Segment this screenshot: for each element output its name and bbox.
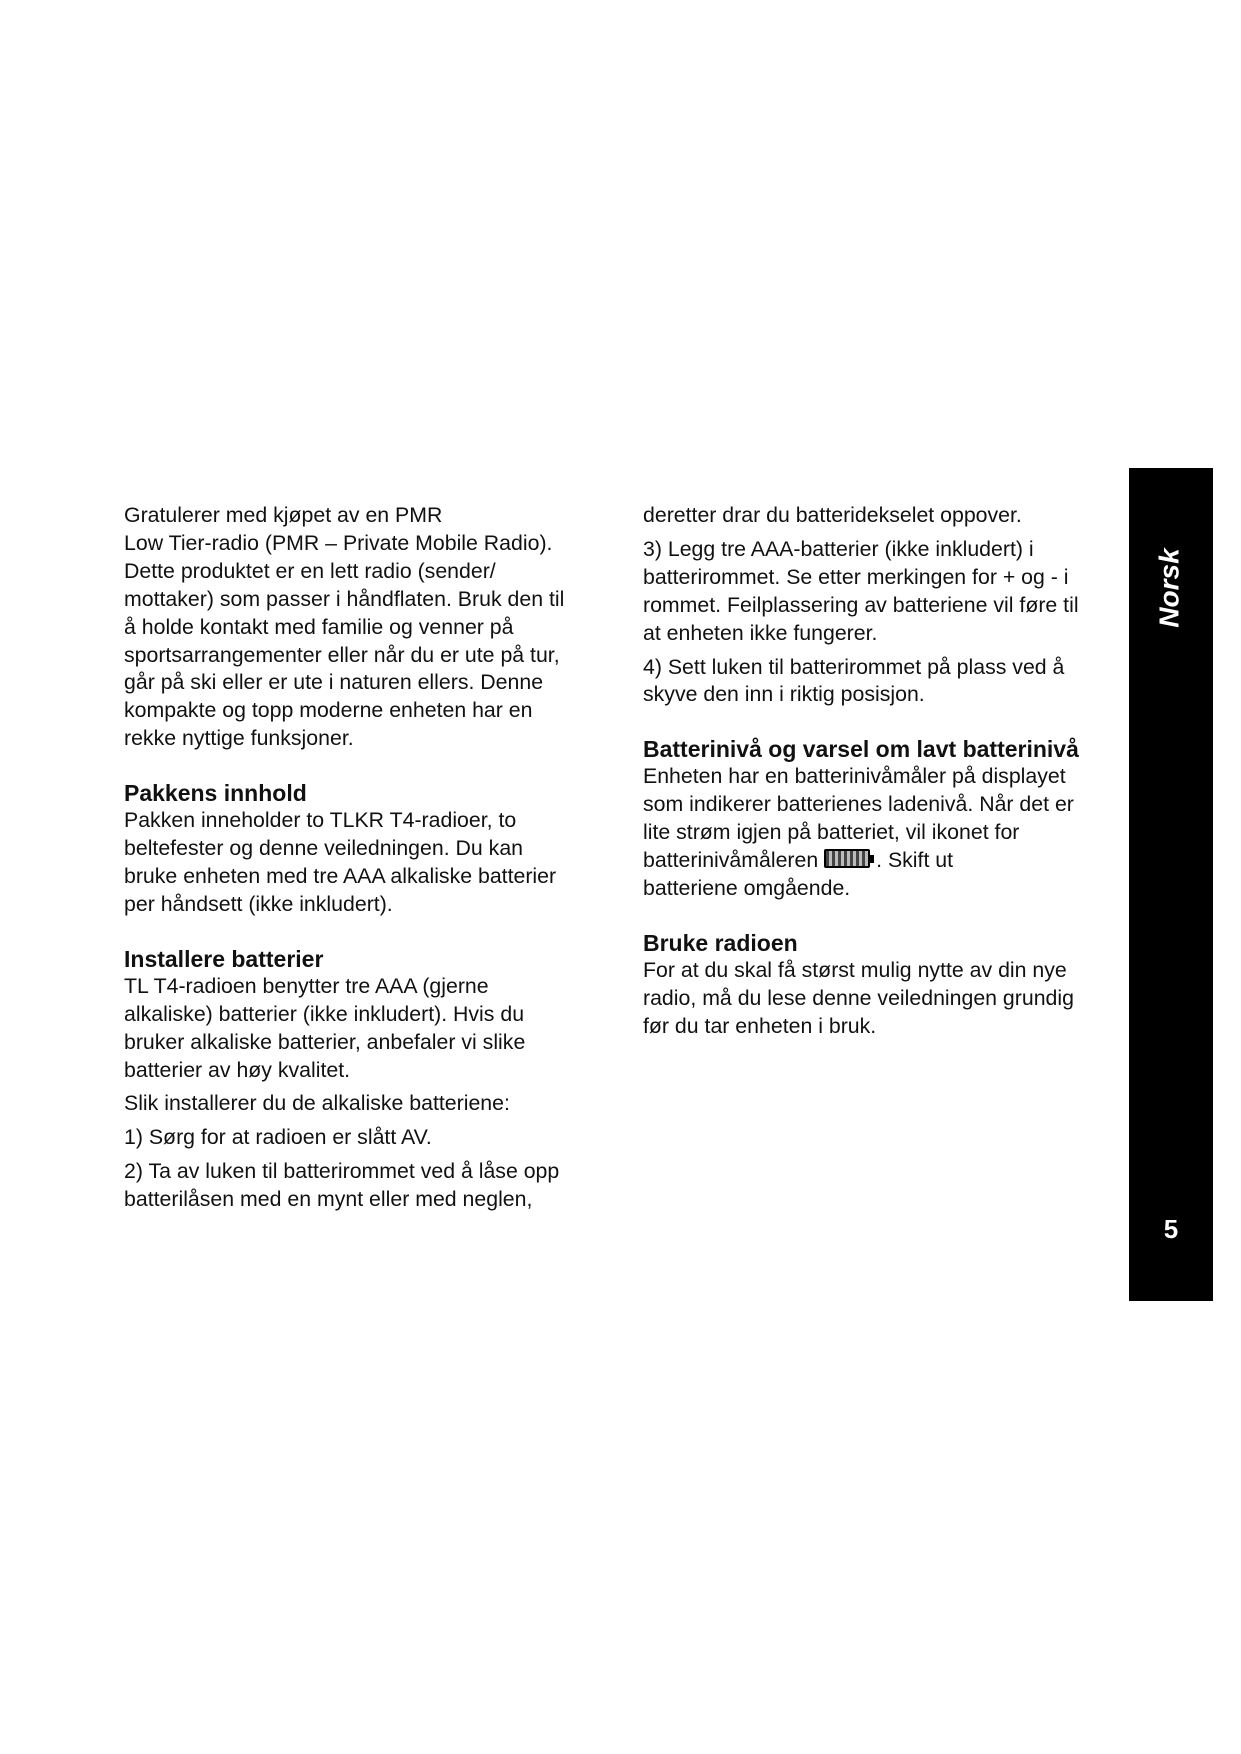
install-heading: Installere batterier [124, 945, 324, 972]
install-step-2-continued: deretter drar du batteridekselet oppover. [643, 503, 1022, 527]
install-step-3: 3) Legg tre AAA-batterier (ikke inkludert) i batterirommet. Se etter merkingen for + og - i rommet. Feilplassering av batteriene vil føre til at enheten ikke fungerer. [643, 536, 1079, 645]
intro-paragraph: Gratulerer med kjøpet av en PMR Low Tier-radio (PMR – Private Mobile Radio). Dette produktet er en lett radio (sender/ mottaker) som passer i håndflaten. Bruk den til å holde kontakt med familie og venner på sportsarrangementer eller når du er ute på tur, går på ski eller er ute i naturen ellers. Denne kompakte og topp moderne enheten har en rekke nyttige funksjoner. [124, 503, 565, 751]
language-tab-label: Norsk [1154, 548, 1185, 628]
package-paragraph: Pakken inneholder to TLKR T4-radioer, to beltefester og denne veiledningen. Du kan bruke enheten med tre AAA alkaliske batterier per håndsett (ikke inkludert). [124, 808, 557, 916]
install-step-1: 1) Sørg for at radioen er slått AV. [124, 1125, 432, 1150]
page-number: 5 [1163, 1214, 1179, 1244]
install-paragraph: TL T4-radioen benytter tre AAA (gjerne alkaliske) batterier (ikke inkludert). Hvis du bruker alkaliske batterier, anbefaler vi slike batterier av høy kvalitet. [124, 973, 526, 1082]
package-heading: Pakkens innhold [124, 780, 307, 807]
left-column [124, 502, 594, 1214]
use-radio-heading: Bruke radioen [643, 929, 798, 956]
use-radio-paragraph: For at du skal få størst mulig nytte av din nye radio, må du lese denne veiledningen grundig før du tar enheten i bruk. [643, 957, 1074, 1038]
install-step-4: 4) Sett luken til batterirommet på plass ved å skyve den inn i riktig posisjon. [643, 654, 1065, 707]
right-column [643, 502, 1105, 1041]
battery-paragraph: Enheten har en batterinivåmåler på displayet som indikerer batterienes ladenivå. Når det er lite strøm igjen på batteriet, vil ikonet for batterinivåmåleren . Skift ut batteriene omgående. [643, 764, 1074, 900]
install-intro: Slik installerer du de alkaliske batteriene: [124, 1091, 510, 1116]
battery-level-icon [824, 849, 876, 870]
install-step-2: 2) Ta av luken til batterirommet ved å låse opp batterilåsen med en mynt eller med neglen, [124, 1159, 560, 1212]
battery-heading: Batterinivå og varsel om lavt batterinivå [643, 736, 1079, 763]
